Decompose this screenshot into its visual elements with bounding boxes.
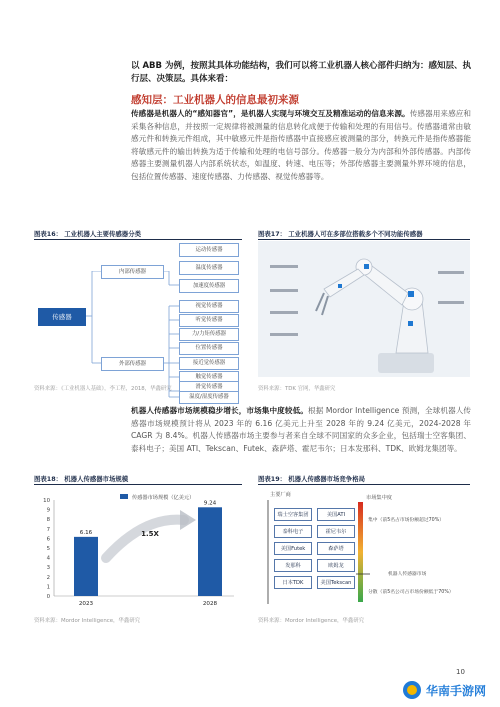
watermark-icon bbox=[402, 680, 422, 700]
tree-internal: 内部传感器 bbox=[101, 265, 164, 279]
company-box: 日本TDK bbox=[274, 576, 312, 589]
section-title: 感知层：工业机器人的信息最初来源 bbox=[131, 94, 299, 106]
tree-internal-item: 运动传感器 bbox=[179, 243, 239, 257]
paragraph-sensors bbox=[131, 108, 471, 183]
y-tick-label: 10 bbox=[43, 498, 50, 504]
legend-label: 传感器市场规模（亿美元） bbox=[132, 495, 195, 501]
y-tick-label: 3 bbox=[46, 565, 50, 572]
legend-swatch bbox=[120, 494, 128, 499]
growth-arrow bbox=[106, 520, 184, 558]
company-box: 美国Tekscan bbox=[317, 576, 355, 589]
y-tick-label: 2 bbox=[46, 574, 50, 581]
y-tick-label: 6 bbox=[46, 536, 50, 543]
figure-19-title: 图表19： 机器人传感器市场竞争格局 bbox=[258, 475, 365, 483]
y-tick-label: 9 bbox=[46, 507, 50, 514]
figure-19 bbox=[258, 473, 470, 485]
tree-external-item: 接近觉传感器 bbox=[179, 357, 239, 370]
company-box: 发那科 bbox=[274, 559, 312, 572]
watermark-logo bbox=[402, 680, 486, 700]
bar-value-label: 6.16 bbox=[79, 529, 93, 536]
figure-17 bbox=[258, 228, 470, 240]
y-tick-label: 8 bbox=[46, 517, 50, 524]
x-tick-label: 2023 bbox=[78, 601, 94, 607]
competition-matrix bbox=[258, 488, 470, 612]
company-box: 美国Futek bbox=[274, 542, 312, 555]
tree-external-item: 触觉传感器 bbox=[179, 371, 239, 384]
paragraph-market-body: 根据 Mordor Intelligence 预测，全球机器人传感器市场规模预计将从 2023 年的 6.16 亿美元上升至 2028 年的 9.24 亿美元，2024-2028 年 CAGR 为 8.4%。机器人传感器市场主要参与者来自全球不同国家的众多企业，包括瑞士空客集团、泰科电子；美国 ATI、Tekscan、Futek、森萨塔、霍尼韦尔；日本发那科、TDK、欧姆龙集团等。 bbox=[131, 406, 472, 453]
intro-paragraph: 以 ABB 为例，按照其具体功能结构，我们可以将工业机器人核心部件归纳为：感知层、执行层、决策层。具体来看： bbox=[131, 61, 471, 84]
y-tick-label: 1 bbox=[46, 584, 50, 591]
figure-18 bbox=[34, 473, 242, 485]
market-size-chart bbox=[34, 488, 242, 612]
concentration-label: 市场集中度 bbox=[366, 495, 392, 501]
figure-18-title: 图表18： 机器人传感器市场规模 bbox=[34, 475, 129, 483]
market-label: 机器人传感器市场 bbox=[388, 572, 427, 577]
figure-16-title: 图表16： 工业机器人主要传感器分类 bbox=[34, 230, 141, 238]
matrix-y-label: 主要厂商 bbox=[270, 492, 291, 498]
tree-root: 传感器 bbox=[38, 308, 86, 326]
tree-external-item: 滑觉传感器 bbox=[179, 381, 239, 394]
x-tick-label: 2028 bbox=[202, 601, 218, 607]
concentration-low-label: 分散（前5名公司占市场份额低于70%） bbox=[368, 590, 454, 595]
tree-external-item: 温度/湿度传感器 bbox=[179, 391, 239, 404]
y-tick-label: 4 bbox=[46, 555, 50, 562]
concentration-high-label: 集中（前5名占市场份额超过70%） bbox=[368, 518, 445, 523]
watermark-text: 华南手游网 bbox=[426, 683, 487, 698]
tree-external-item: 听觉传感器 bbox=[179, 314, 239, 327]
figure-19-source: 资料来源：Mordor Intelligence，华鑫研究 bbox=[258, 618, 364, 624]
growth-arrow-head bbox=[180, 510, 196, 530]
tree-external-item: 视觉传感器 bbox=[179, 300, 239, 313]
company-box: 美国ATI bbox=[317, 508, 355, 521]
tree-internal-item: 加速度传感器 bbox=[179, 279, 239, 293]
company-box: 泰科电子 bbox=[274, 525, 312, 538]
company-box: 森萨塔 bbox=[317, 542, 355, 555]
tree-external-item: 位置传感器 bbox=[179, 342, 239, 355]
y-tick-label: 5 bbox=[46, 546, 50, 552]
tree-external-item: 力/力矩传感器 bbox=[179, 328, 239, 341]
paragraph-body: 传感器用来感应和采集各种信息，并按照一定规律将被测量的信息转化成便于传输和处理的有用信号。传感器通常由敏感元件和转换元件组成，其中敏感元件是指传感器中直接感应被测量的部分，转换元件是指传感器能将敏感元件的输出转换为适于传输和处理的电信号部分。传感器一般分为内部和外部传感器。内部传感器主要测量机器人内部系统状态，如温度、转速、电压等；外部传感器主要测量外界环境的信息，包括位置传感器、速度传感器、力传感器、视觉传感器等。 bbox=[131, 109, 472, 181]
bar bbox=[198, 507, 222, 596]
robot-arm-image bbox=[258, 241, 470, 377]
paragraph-market-lead: 机器人传感器市场规模稳步增长，市场集中度较低。 bbox=[131, 406, 308, 415]
bar-value-label: 9.24 bbox=[203, 500, 217, 507]
tree-internal-item: 温度传感器 bbox=[179, 261, 239, 275]
page-number: 10 bbox=[456, 668, 465, 676]
figure-16-source: 资料来源：《工业机器人基础》，李工程，2018，华鑫研究 bbox=[34, 386, 172, 392]
robot-arm-illustration bbox=[258, 241, 470, 377]
bar-chart-svg bbox=[34, 488, 242, 612]
y-tick-label: 7 bbox=[46, 526, 50, 533]
company-box: 霍尼韦尔 bbox=[317, 525, 355, 538]
figure-18-source: 资料来源：Mordor Intelligence，华鑫研究 bbox=[34, 618, 140, 624]
bar bbox=[74, 537, 98, 596]
company-box: 欧姆龙 bbox=[317, 559, 355, 572]
figure-16 bbox=[34, 228, 242, 240]
tree-external: 外部传感器 bbox=[101, 357, 164, 371]
figure-17-source: 资料来源：TDK 官网，华鑫研究 bbox=[258, 386, 336, 392]
growth-label: 1.5X bbox=[141, 530, 159, 538]
figure-17-title: 图表17： 工业机器人可在多部位搭载多个不同功能传感器 bbox=[258, 230, 423, 238]
y-tick-label: 0 bbox=[46, 594, 50, 600]
company-box: 瑞士空客集团 bbox=[274, 508, 312, 521]
paragraph-lead: 传感器是机器人的“感知器官”，是机器人实现与环境交互及精准运动的信息来源。 bbox=[131, 109, 410, 118]
paragraph-market bbox=[131, 405, 471, 455]
